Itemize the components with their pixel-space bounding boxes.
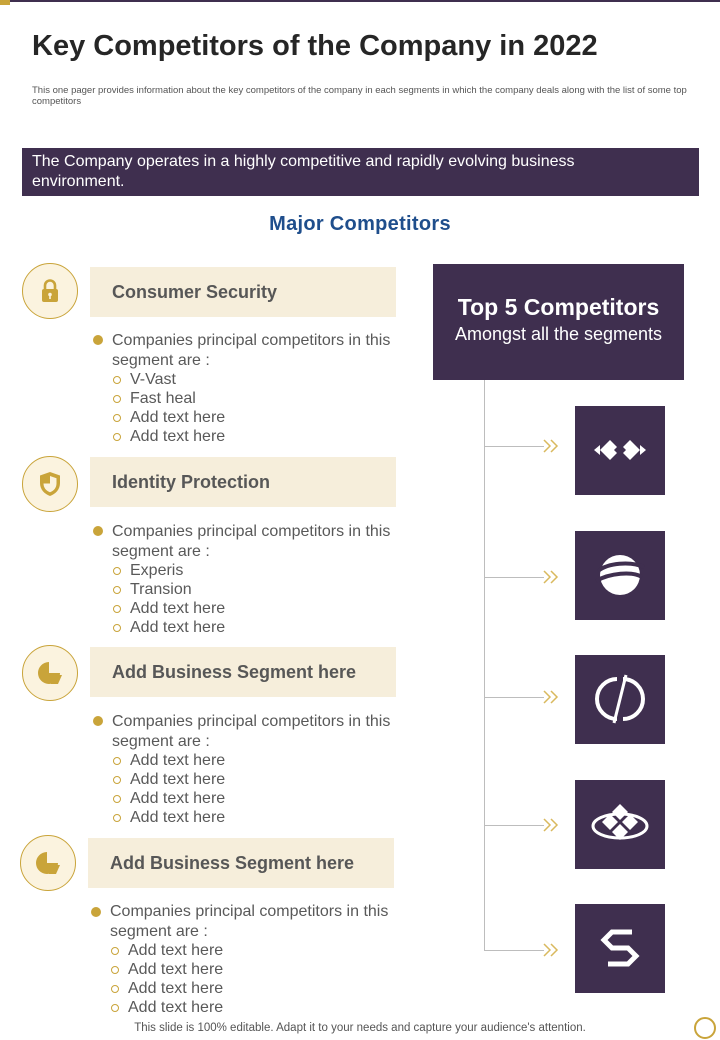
pie-chart-icon xyxy=(20,835,76,891)
chevron-right-icon xyxy=(543,690,561,704)
page-title: Key Competitors of the Company in 2022 xyxy=(32,30,598,62)
competitor-item: Add text here xyxy=(130,771,226,788)
bullet-circle xyxy=(113,776,121,784)
competitor-item: Add text here xyxy=(128,942,224,959)
hexagon-s-logo-icon xyxy=(590,918,650,978)
bullet-circle xyxy=(111,966,119,974)
diamond-arrows-logo-icon xyxy=(590,420,650,480)
section-heading: Major Competitors xyxy=(269,213,451,235)
competitor-item: Add text here xyxy=(128,961,224,978)
segment-intro: Companies principal competitors in this segment are : xyxy=(110,903,389,940)
competitor-item: Fast heal xyxy=(130,390,196,407)
corner-ring-icon xyxy=(694,1017,716,1039)
segment-header xyxy=(90,647,396,697)
segment-title: Add Business Segment here xyxy=(112,662,357,682)
banner-text: The Company operates in a highly competitive and rapidly evolving business environment. xyxy=(32,153,575,190)
swoosh-sphere-logo-icon xyxy=(590,545,650,605)
segment-header xyxy=(90,267,396,317)
competitor-item: Add text here xyxy=(130,600,226,617)
bullet-circle xyxy=(113,605,121,613)
bullet-circle xyxy=(113,395,121,403)
competitor-logo-5 xyxy=(575,904,665,993)
bullet-circle xyxy=(113,567,121,575)
competitor-item: Experis xyxy=(130,562,184,579)
competitor-item: Add text here xyxy=(130,619,226,636)
bullet-circle xyxy=(111,1004,119,1012)
segment-title: Consumer Security xyxy=(112,282,278,302)
competitor-logo-1 xyxy=(575,406,665,495)
competitor-item: Add text here xyxy=(130,409,226,426)
chevron-right-icon xyxy=(543,570,561,584)
segment-intro: Companies principal competitors in this segment are : xyxy=(112,332,391,369)
connector-line xyxy=(484,825,544,826)
chevron-right-icon xyxy=(543,943,561,957)
competitor-item: Add text here xyxy=(130,809,226,826)
footer-note: This slide is 100% editable. Adapt it to your needs and capture your audience's attention. xyxy=(134,1022,586,1034)
bullet-dot xyxy=(91,907,101,917)
bullet-circle xyxy=(113,814,121,822)
diamond-ring-logo-icon xyxy=(590,794,650,854)
competitor-logo-2 xyxy=(575,531,665,620)
banner xyxy=(22,148,699,196)
competitor-item: Add text here xyxy=(130,790,226,807)
page-subtitle: This one pager provides information about the key competitors of the company in each segments in which the company deals along with the list of some top competitors xyxy=(32,85,687,107)
segment-title: Identity Protection xyxy=(112,472,271,492)
shield-icon xyxy=(22,456,78,512)
top-border-line xyxy=(10,0,720,2)
corner-accent xyxy=(0,0,10,5)
competitor-item: Transion xyxy=(130,581,192,598)
competitor-logo-4 xyxy=(575,780,665,869)
connector-line xyxy=(484,577,544,578)
segment-header xyxy=(90,457,396,507)
top5-box xyxy=(433,264,684,380)
segment-header xyxy=(88,838,394,888)
pie-chart-icon xyxy=(22,645,78,701)
bullet-circle xyxy=(111,985,119,993)
connector-line xyxy=(484,446,544,447)
split-circle-logo-icon xyxy=(590,669,650,729)
lock-icon xyxy=(22,263,78,319)
competitor-item: Add text here xyxy=(128,980,224,997)
segment-title: Add Business Segment here xyxy=(110,853,355,873)
bullet-circle xyxy=(113,624,121,632)
competitor-item: Add text here xyxy=(130,752,226,769)
competitor-logo-3 xyxy=(575,655,665,744)
connector-line xyxy=(484,697,544,698)
top5-subtitle: Amongst all the segments xyxy=(454,324,663,344)
chevron-right-icon xyxy=(543,439,561,453)
top5-title: Top 5 Competitors xyxy=(457,294,660,320)
bullet-circle xyxy=(113,414,121,422)
bullet-dot xyxy=(93,335,103,345)
bullet-circle xyxy=(111,947,119,955)
connector-line xyxy=(484,950,544,951)
competitor-item: V-Vast xyxy=(130,371,176,388)
competitor-item: Add text here xyxy=(128,999,224,1016)
bullet-dot xyxy=(93,716,103,726)
bullet-circle xyxy=(113,376,121,384)
segment-intro: Companies principal competitors in this segment are : xyxy=(112,713,391,750)
competitor-item: Add text here xyxy=(130,428,226,445)
connector-vertical-line xyxy=(484,380,485,950)
chevron-right-icon xyxy=(543,818,561,832)
bullet-circle xyxy=(113,795,121,803)
bullet-circle xyxy=(113,586,121,594)
bullet-dot xyxy=(93,526,103,536)
bullet-circle xyxy=(113,757,121,765)
bullet-circle xyxy=(113,433,121,441)
segment-intro: Companies principal competitors in this segment are : xyxy=(112,523,391,560)
